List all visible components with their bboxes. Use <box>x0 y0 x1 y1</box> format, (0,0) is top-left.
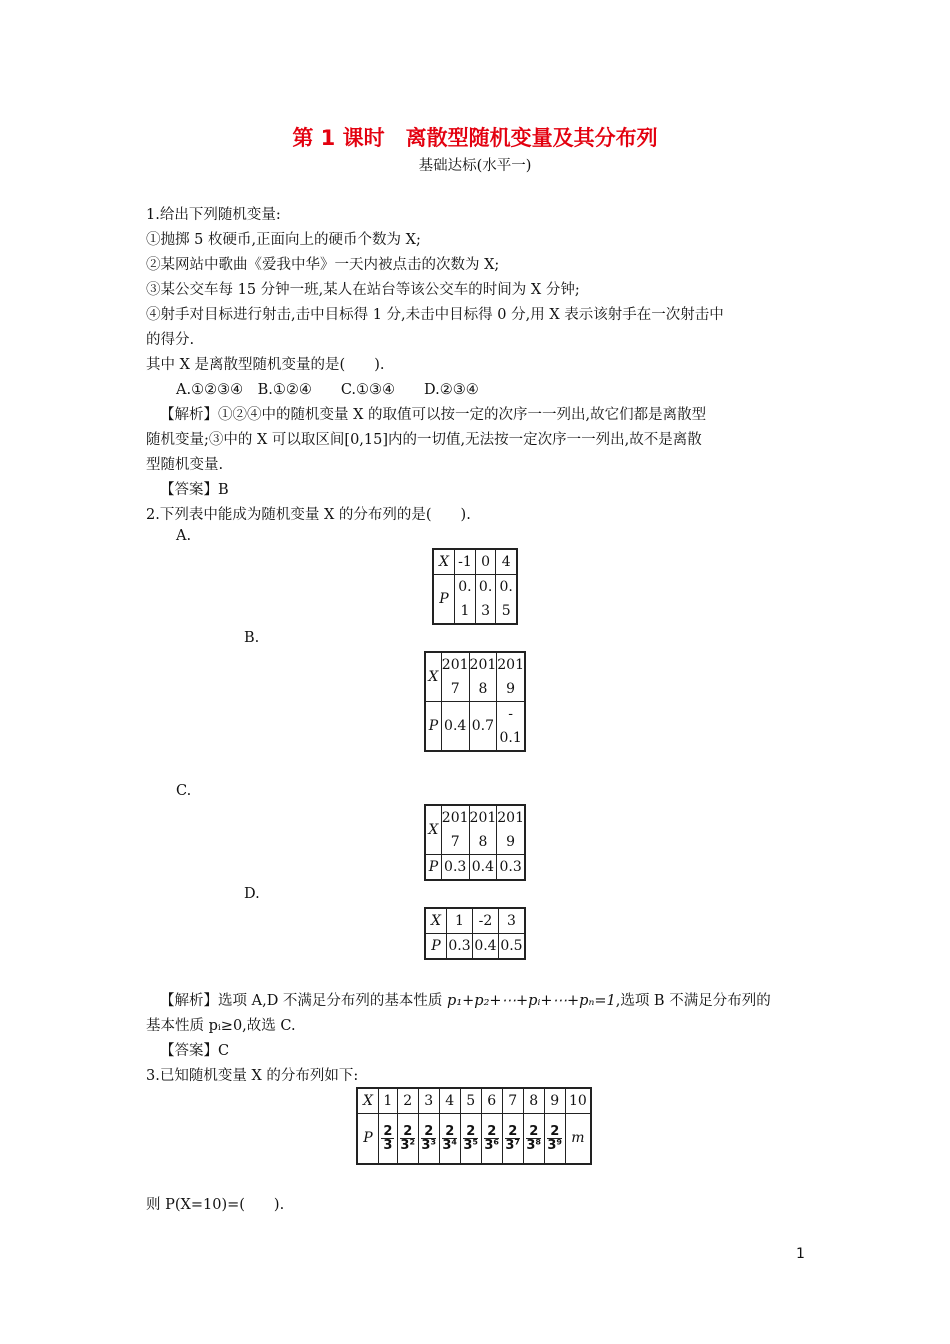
q2-table-a <box>432 548 518 625</box>
page-number: 1 <box>796 1246 805 1262</box>
p-header: P <box>428 859 439 875</box>
q2-table-b <box>424 651 526 752</box>
table-cell: 9 <box>544 1088 565 1114</box>
x-header: X <box>428 822 439 838</box>
q2-table-d <box>424 907 526 960</box>
table-cell: 201 8 <box>469 652 497 702</box>
table-cell: 1 <box>447 908 473 934</box>
table-cell <box>418 1114 439 1164</box>
p-header: P <box>428 718 439 734</box>
q1-question: 其中 X 是离散型随机变量的是( ). <box>146 357 385 373</box>
table-cell: 4 <box>496 549 517 575</box>
page-title: 第 1 课时 离散型随机变量及其分布列 <box>292 126 658 150</box>
table-cell: 201 9 <box>497 652 525 702</box>
fraction: $\frac{2}{\text{3⁴}}$ <box>442 1123 458 1153</box>
table-cell: 1 <box>379 1088 398 1114</box>
fraction: $\frac{2}{\text{3⁶}}$ <box>484 1123 500 1153</box>
fraction: $\frac{2}{3}$ <box>383 1123 393 1153</box>
table-cell <box>439 1114 460 1164</box>
table-cell: 0.4 <box>472 934 498 960</box>
table-cell: 5 <box>460 1088 481 1114</box>
fraction: $\frac{2}{\text{3⁷}}$ <box>505 1123 521 1153</box>
q1-analysis: 【解析】①②④中的随机变量 X 的取值可以按一定的次序一一列出,故它们都是离散型 <box>160 407 707 423</box>
q2-analysis: 【解析】选项 A,D 不满足分布列的基本性质 p₁+p₂+⋯+pᵢ+⋯+pₙ=1,选项 B 不满足分布列的 <box>160 993 771 1009</box>
q2-label-c: C. <box>176 783 192 799</box>
table-cell <box>523 1114 544 1164</box>
x-header: X <box>363 1093 373 1109</box>
table-cell: 201 7 <box>441 805 469 855</box>
x-header: X <box>428 669 439 685</box>
p-header: P <box>439 591 449 607</box>
table-cell: 0.7 <box>469 702 497 752</box>
table-cell: 0.4 <box>469 855 497 881</box>
table-cell: 201 9 <box>497 805 525 855</box>
table-cell: 10 <box>565 1088 591 1114</box>
page-subtitle: 基础达标(水平一) <box>418 158 532 174</box>
table-cell: 2 <box>397 1088 418 1114</box>
sum-formula: p₁+p₂+⋯+pᵢ+⋯+pₙ=1 <box>447 993 616 1009</box>
fraction: $\frac{2}{\text{3⁸}}$ <box>526 1123 542 1153</box>
q2-label-a: A. <box>176 528 192 544</box>
q1-item4-cont: 的得分. <box>146 332 195 348</box>
table-cell: -2 <box>472 908 498 934</box>
table-cell: 0.3 <box>497 855 525 881</box>
q1-options: A.①②③④ B.①②④ C.①③④ D.②③④ <box>176 382 479 398</box>
q3-table <box>356 1087 592 1165</box>
q1-item3: ③某公交车每 15 分钟一班,某人在站台等该公交车的时间为 X 分钟; <box>146 282 580 298</box>
table-cell <box>397 1114 418 1164</box>
q1-stem: 1.给出下列随机变量: <box>146 207 281 223</box>
table-cell: 0.4 <box>441 702 469 752</box>
table-cell <box>481 1114 502 1164</box>
table-cell: 3 <box>418 1088 439 1114</box>
table-cell: 0. 3 <box>475 575 495 625</box>
table-cell: 0.3 <box>447 934 473 960</box>
table-cell <box>544 1114 565 1164</box>
q2-analysis-cont: 基本性质 pᵢ≥0,故选 C. <box>146 1018 296 1034</box>
p-header: P <box>431 938 441 954</box>
q1-item2: ②某网站中歌曲《爱我中华》一天内被点击的次数为 X; <box>146 257 500 273</box>
table-cell: m <box>565 1114 591 1164</box>
q1-analysis-cont: 随机变量;③中的 X 可以取区间[0,15]内的一切值,无法按一定次序一一列出,故不是离散 <box>146 432 702 448</box>
table-cell <box>379 1114 398 1164</box>
q1-item1: ①抛掷 5 枚硬币,正面向上的硬币个数为 X; <box>146 232 421 248</box>
q1-answer: 【答案】B <box>160 482 229 498</box>
q1-analysis-end: 型随机变量. <box>146 457 224 473</box>
table-cell: 0. 1 <box>455 575 476 625</box>
table-cell: 0.5 <box>498 934 525 960</box>
table-cell: 0 <box>475 549 495 575</box>
x-header: X <box>431 913 441 929</box>
q2-table-c <box>424 804 526 881</box>
table-cell: 3 <box>498 908 525 934</box>
fraction: $\frac{2}{\text{3⁹}}$ <box>547 1123 563 1153</box>
fraction: $\frac{2}{\text{3²}}$ <box>400 1123 416 1153</box>
table-cell: 201 7 <box>441 652 469 702</box>
q3-question: 则 P(X=10)=( ). <box>146 1197 285 1213</box>
q2-stem: 2.下列表中能成为随机变量 X 的分布列的是( ). <box>146 507 471 523</box>
table-cell: 201 8 <box>469 805 497 855</box>
q1-item4: ④射手对目标进行射击,击中目标得 1 分,未击中目标得 0 分,用 X 表示该射手在一次射击中 <box>146 307 724 323</box>
fraction: $\frac{2}{\text{3⁵}}$ <box>463 1123 479 1153</box>
p-header: P <box>363 1130 373 1147</box>
table-cell <box>460 1114 481 1164</box>
x-header: X <box>439 554 449 570</box>
table-cell: 0.3 <box>441 855 469 881</box>
fraction: $\frac{2}{\text{3³}}$ <box>421 1123 437 1153</box>
table-cell: 8 <box>523 1088 544 1114</box>
q3-stem: 3.已知随机变量 X 的分布列如下: <box>146 1068 359 1084</box>
q2-answer: 【答案】C <box>160 1043 230 1059</box>
table-cell: -1 <box>455 549 476 575</box>
table-cell: - 0.1 <box>497 702 525 752</box>
q2-label-b: B. <box>244 630 260 646</box>
table-cell: 6 <box>481 1088 502 1114</box>
table-cell: 0. 5 <box>496 575 517 625</box>
table-cell: 4 <box>439 1088 460 1114</box>
table-cell <box>502 1114 523 1164</box>
q2-label-d: D. <box>244 886 260 902</box>
table-cell: 7 <box>502 1088 523 1114</box>
